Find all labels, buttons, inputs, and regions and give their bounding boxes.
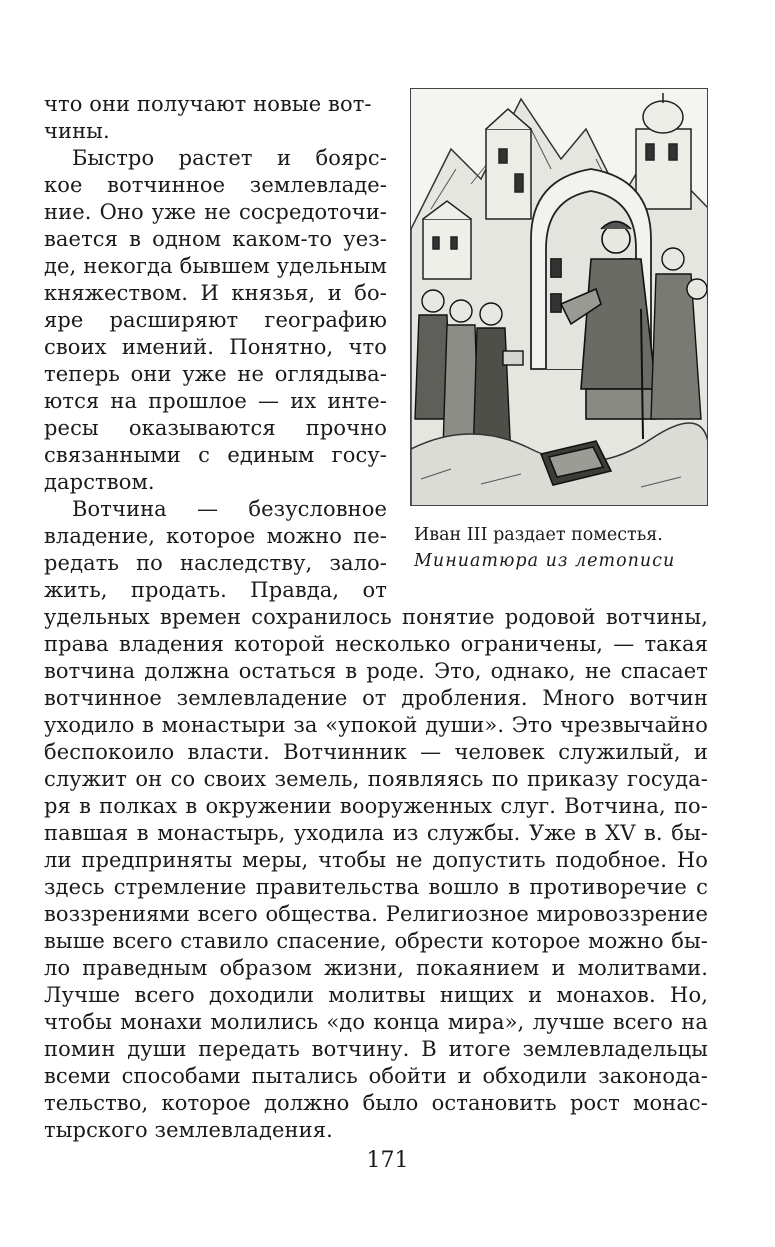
paragraph-start-line: Вотчина — безусловное: [72, 497, 387, 521]
text-line: ря в полках в окружении вооруженных слуг. Вотчина, по-: [44, 794, 708, 818]
text-line: тырского землевладения.: [44, 1118, 333, 1142]
text-line: беспокоило власти. Вотчинник — человек служилый, и: [44, 740, 708, 764]
text-line: вотчинное землевладение от дробления. Много вотчин: [44, 686, 708, 710]
text-line: чины.: [44, 119, 110, 143]
text-line: де, некогда бывшем удельным: [44, 254, 387, 278]
text-line: вается в одном каком-то уез-: [44, 227, 387, 251]
text-line: тельство, которое должно было остановить рост монас-: [44, 1091, 708, 1115]
text-line: служит он со своих земель, появляясь по приказу госуда-: [44, 767, 708, 791]
miniature-drawing: [411, 89, 708, 506]
text-line: здесь стремление правительства вошло в противоречие с: [44, 875, 708, 899]
text-line: что они получают новые вот-: [44, 92, 372, 116]
text-line: павшая в монастырь, уходила из службы. Уже в XV в. бы-: [44, 821, 708, 845]
text-line: яре расширяют географию: [44, 308, 387, 332]
text-line: вотчина должна остаться в роде. Это, однако, не спасает: [44, 659, 708, 683]
text-line: своих имений. Понятно, что: [44, 335, 387, 359]
text-line: выше всего ставило спасение, обрести которое можно бы-: [44, 929, 708, 953]
text-line: Лучше всего доходили молитвы нищих и монахов. Но,: [44, 983, 708, 1007]
page-number: 171: [366, 1148, 409, 1173]
miniature-illustration: [410, 88, 708, 506]
text-line: связанными с единым госу-: [44, 443, 387, 467]
paragraph-start-line: Быстро растет и боярс-: [72, 146, 387, 170]
text-line: ли предприняты меры, чтобы не допустить подобное. Но: [44, 848, 708, 872]
text-line: дарством.: [44, 470, 155, 494]
text-line: удельных времен сохранилось понятие родовой вотчины,: [44, 605, 708, 629]
text-line: ло праведным образом жизни, покаянием и молитвами.: [44, 956, 708, 980]
text-line: ние. Оно уже не сосредоточи-: [44, 200, 387, 224]
figure-source: Миниатюра из летописи: [414, 551, 676, 571]
text-line: всеми способами пытались обойти и обходили законода-: [44, 1064, 708, 1088]
text-line: владение, которое можно пе-: [44, 524, 387, 548]
text-line: редать по наследству, зало-: [44, 551, 387, 575]
text-line: княжеством. И князья, и бо-: [44, 281, 387, 305]
text-line: помин души передать вотчину. В итоге землевладельцы: [44, 1037, 708, 1061]
text-line: теперь они уже не оглядыва-: [44, 362, 387, 386]
text-line: уходило в монастыри за «упокой души». Это чрезвычайно: [44, 713, 708, 737]
text-line: ются на прошлое — их инте-: [44, 389, 387, 413]
text-line: жить, продать. Правда, от: [44, 578, 387, 602]
text-line: ресы оказываются прочно: [44, 416, 387, 440]
text-line: воззрениями всего общества. Религиозное мировоззрение: [44, 902, 708, 926]
text-line: чтобы монахи молились «до конца мира», лучше всего на: [44, 1010, 708, 1034]
figure-caption: Иван III раздает поместья.: [414, 525, 663, 545]
text-line: права владения которой несколько ограничены, — такая: [44, 632, 708, 656]
text-line: кое вотчинное землевладе-: [44, 173, 387, 197]
